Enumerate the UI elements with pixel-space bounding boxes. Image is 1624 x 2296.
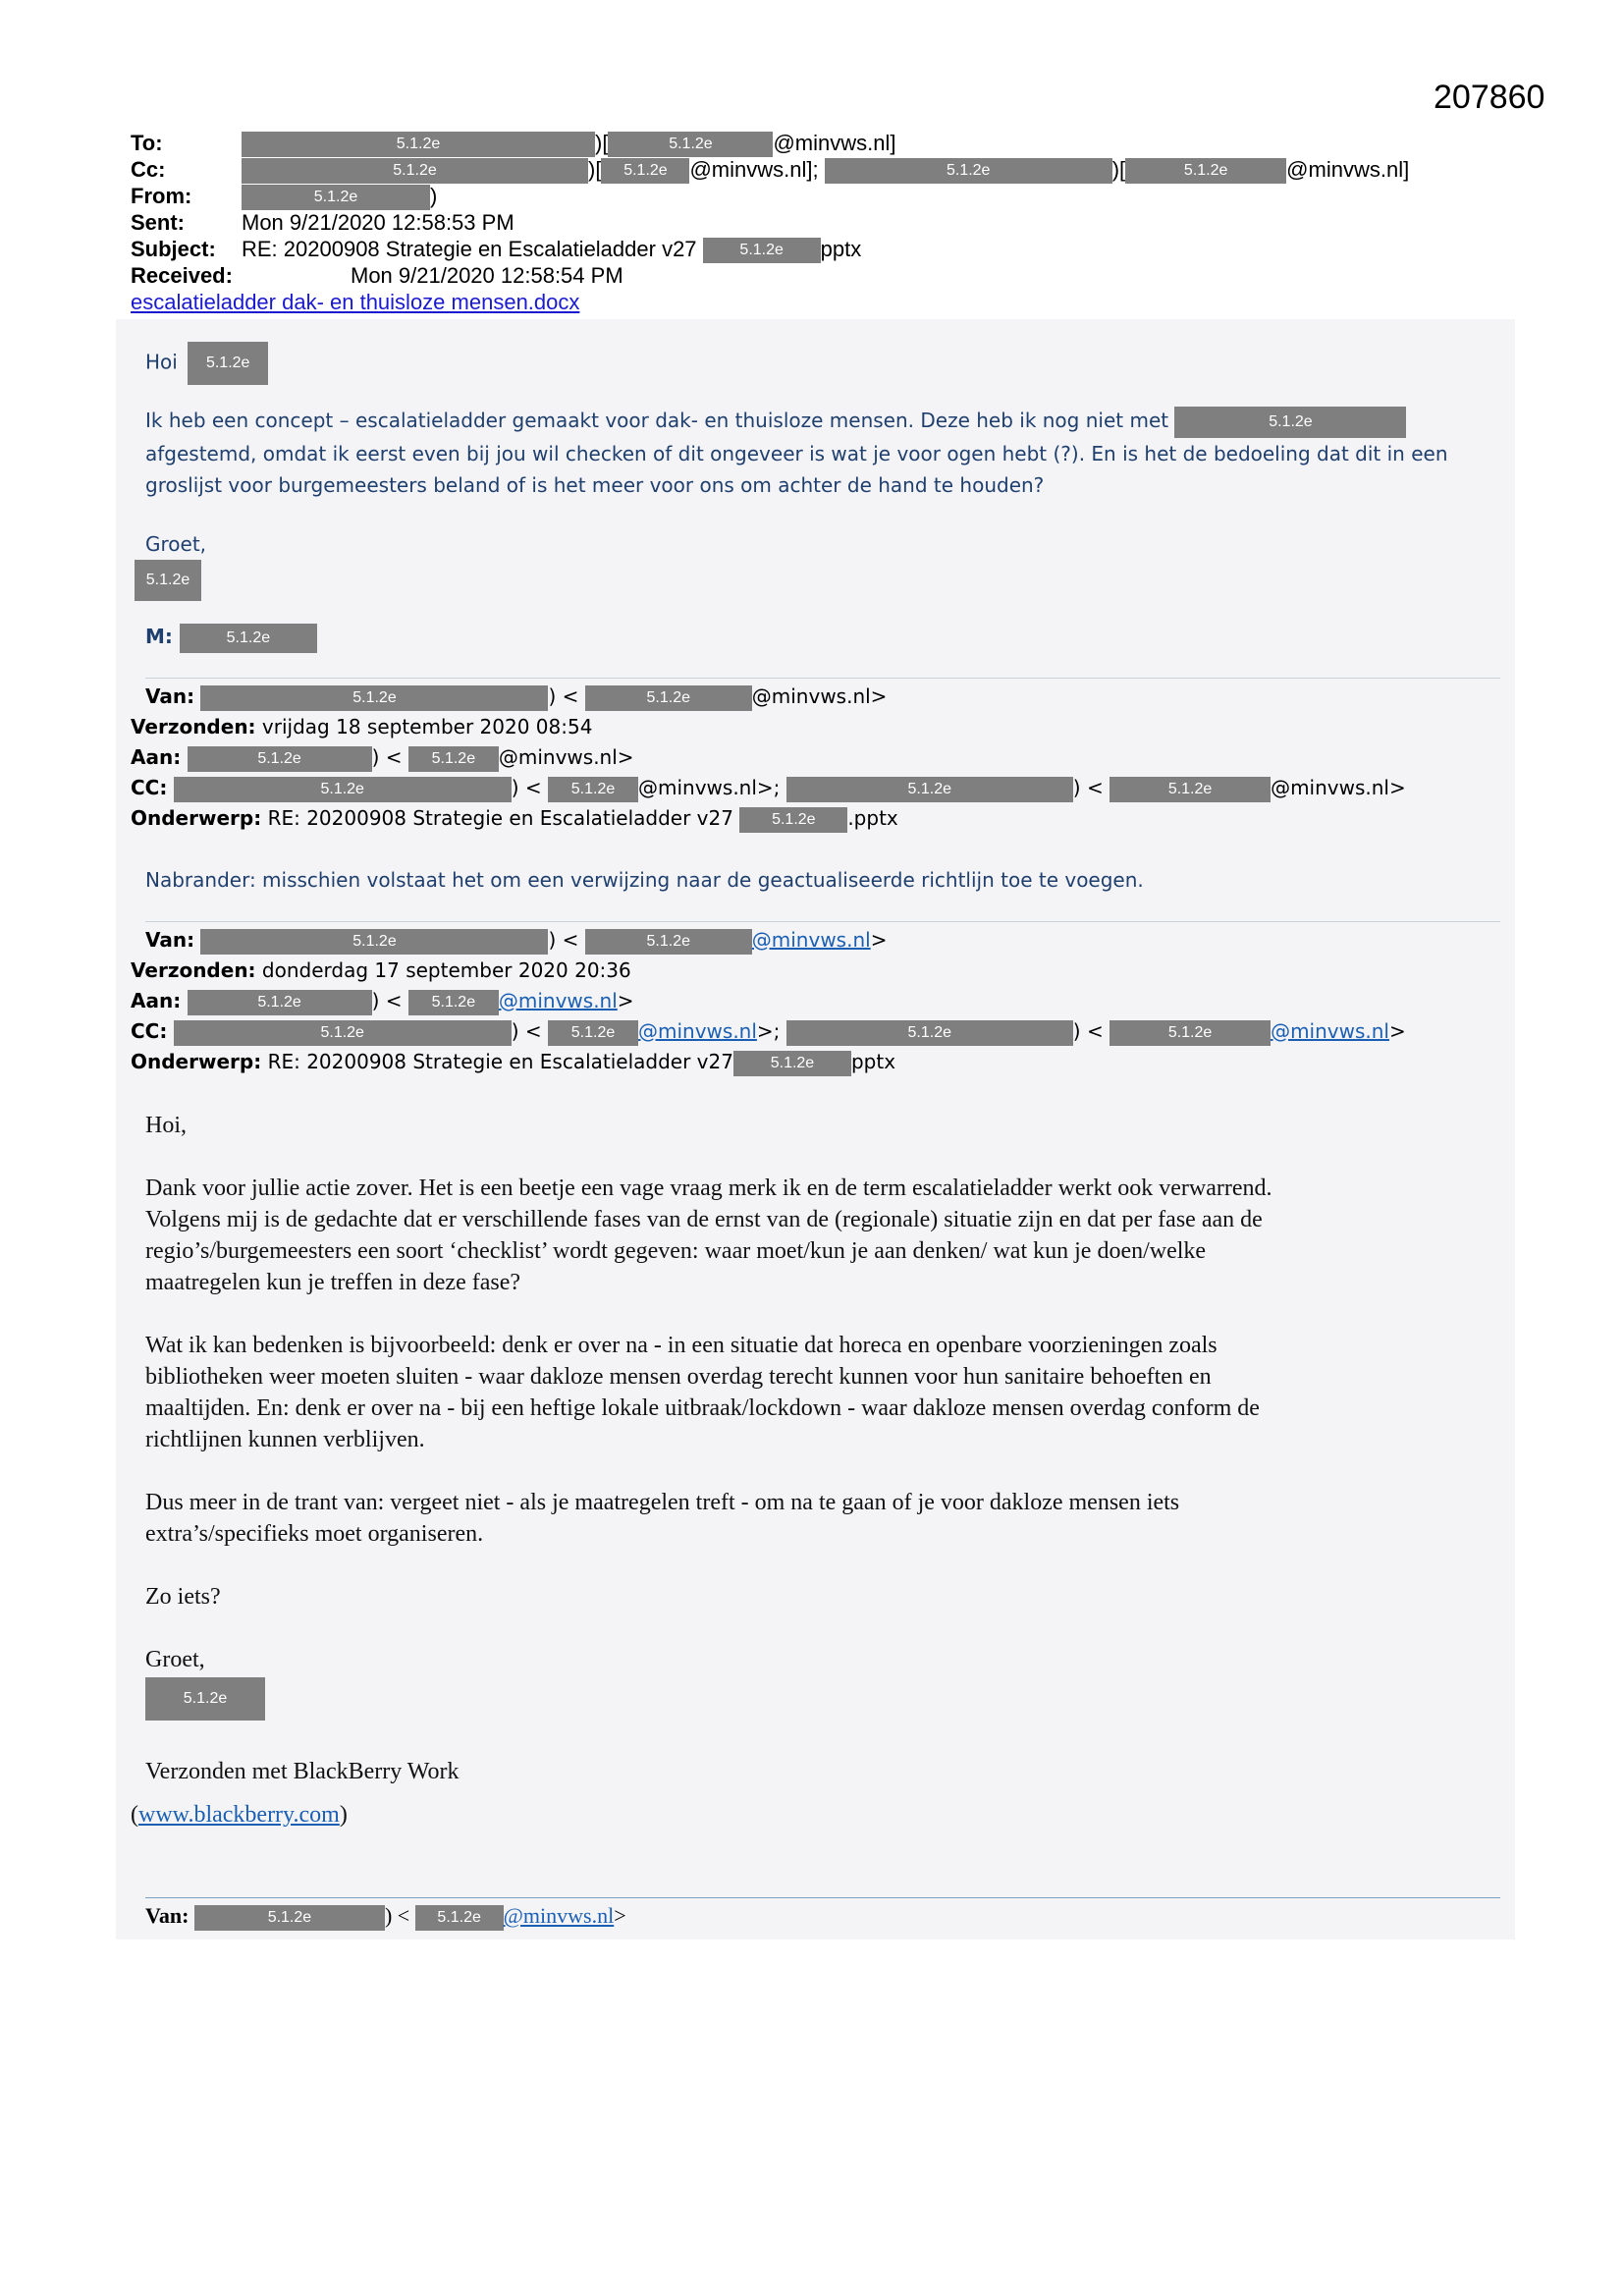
msg3-date: donderdag 17 september 2020 20:36 bbox=[261, 958, 631, 982]
document-id: 207860 bbox=[1434, 79, 1545, 116]
redaction-box: 5.1.2e bbox=[194, 1905, 385, 1931]
redaction-box: 5.1.2e bbox=[200, 929, 548, 955]
redaction-box: 5.1.2e bbox=[608, 132, 773, 157]
redaction-box: 5.1.2e bbox=[1174, 407, 1406, 438]
redaction-box: 5.1.2e bbox=[174, 777, 512, 802]
msg2-body: Nabrander: misschien volstaat het om een verwijzing naar de geactualiseerde richtlijn toe te voegen. bbox=[145, 868, 1144, 892]
redaction-box: 5.1.2e bbox=[585, 685, 752, 711]
redaction-box: 5.1.2e bbox=[733, 1051, 851, 1076]
redaction-box: 5.1.2e bbox=[415, 1905, 504, 1931]
redaction-box: 5.1.2e bbox=[174, 1020, 512, 1046]
received-label: Received: bbox=[131, 263, 233, 288]
msg4-header: Van: 5.1.2e ) < 5.1.2e @minvws.nl> bbox=[145, 1901, 626, 1931]
redaction-box: 5.1.2e bbox=[145, 1677, 265, 1721]
redaction-box: 5.1.2e bbox=[548, 1020, 638, 1046]
redaction-box: 5.1.2e bbox=[1125, 158, 1286, 184]
sent-value: Mon 9/21/2020 12:58:53 PM bbox=[242, 210, 514, 235]
cc-label: Cc: bbox=[131, 157, 166, 182]
msg2-header: Van: 5.1.2e ) < 5.1.2e @minvws.nl> Verzonden: vrijdag 18 september 2020 08:54 Aan: 5.1.2e ) < 5.1.2e @minvws.nl> CC: 5.1.2e ) < 5.1.2e @minvws.nl>; 5.1.2e ) < 5.1.2e @minvws.nl> Onderwerp: RE: 20200908 Strategie en Escalatieladder v27 5.1.2e .pptx bbox=[131, 682, 1406, 834]
redaction-box: 5.1.2e bbox=[601, 158, 689, 184]
m-label: M: bbox=[145, 625, 173, 648]
redaction-box: 5.1.2e bbox=[825, 158, 1112, 184]
separator-line bbox=[145, 921, 1500, 922]
subject-value: RE: 20200908 Strategie en Escalatieladder v27 bbox=[242, 237, 697, 261]
redaction-box: 5.1.2e bbox=[242, 185, 430, 210]
separator-line bbox=[145, 1897, 1500, 1898]
redaction-box: 5.1.2e bbox=[408, 990, 499, 1015]
redaction-box: 5.1.2e bbox=[188, 990, 372, 1015]
redaction-box: 5.1.2e bbox=[585, 929, 752, 955]
received-value: Mon 9/21/2020 12:58:54 PM bbox=[351, 263, 623, 288]
cc-email-suffix: @minvws.nl]; bbox=[689, 157, 819, 182]
msg3-header: Van: 5.1.2e ) < 5.1.2e @minvws.nl> Verzonden: donderdag 17 september 2020 20:36 Aan: 5.1.2e ) < 5.1.2e @minvws.nl> CC: 5.1.2e ) < 5.1.2e @minvws.nl>; 5.1.2e ) < 5.1.2e @minvws.nl> Onderwerp: RE: 20200908 Strategie en Escalatieladder v27 5.1.2e pptx bbox=[131, 925, 1406, 1077]
redaction-box: 5.1.2e bbox=[739, 807, 847, 833]
msg3-greeting: Hoi, bbox=[145, 1113, 187, 1138]
msg3-closing: Groet, bbox=[145, 1647, 205, 1672]
attachment-link[interactable]: escalatieladder dak- en thuisloze mensen.docx bbox=[131, 290, 580, 314]
redaction-box: 5.1.2e bbox=[1110, 1020, 1271, 1046]
redaction-box: 5.1.2e bbox=[135, 560, 201, 601]
signature-line: Verzonden met BlackBerry Work bbox=[145, 1759, 460, 1784]
redaction-box: 5.1.2e bbox=[408, 746, 499, 772]
to-label: To: bbox=[131, 131, 163, 155]
redaction-box: 5.1.2e bbox=[1110, 777, 1271, 802]
to-email-suffix: @minvws.nl] bbox=[773, 131, 896, 155]
msg1-body: Ik heb een concept – escalatieladder gemaakt voor dak- en thuisloze mensen. Deze heb ik nog niet met 5.1.2e afgestemd, omdat ik eerst even bij jou wil checken of dit ongeveer is wat je voor ogen hebt (?). En is het de bedoeling dat dit in een groslijst voor burgemeesters beland of is het meer voor ons om achter de hand te houden? bbox=[145, 405, 1510, 501]
redaction-box: 5.1.2e bbox=[188, 342, 268, 385]
subject-label: Subject: bbox=[131, 237, 216, 261]
redaction-box: 5.1.2e bbox=[786, 777, 1073, 802]
msg3-body: Hoi, Dank voor jullie actie zover. Het is een beetje een vage vraag merk ik en de term escalatieladder werkt ook verwarrend. Volgens mij is de gedachte dat er verschillende fases van de ernst van de (regionale) situatie zijn en dat per fase aan de regio’s/burgemeesters een soort ‘checklist’ wordt gegeven: waar moet/kun je aan denken/ wat kun je doen/welke maatregelen kun je treffen in deze fase? Wat ik kan bedenken is bijvoorbeeld: denk er over na - in een situatie dat horeca en openbare voorzieningen zoals bibliotheken weer moeten sluiten - waar dakloze mensen overdag terecht kunnen voor hun sanitaire behoeften en maaltijden. En: denk er over na - bij een heftige lokale uitbraak/lockdown - waar dakloze mensen overdag conform de richtlijnen kunnen verblijven. Dus meer in de trant van: vergeet niet - als je maatregelen treft - om na te gaan of je voor dakloze mensen iets extra’s/specifieks moet organiseren. Zo iets? Groet, 5.1.2e Verzonden met BlackBerry Work bbox=[145, 1110, 1510, 1787]
signature-link-line: (www.blackberry.com) bbox=[131, 1802, 348, 1828]
msg1-closing: Groet, bbox=[145, 532, 207, 556]
msg2-date: vrijdag 18 september 2020 08:54 bbox=[261, 715, 593, 738]
from-label: From: bbox=[131, 184, 192, 208]
separator-line bbox=[145, 678, 1500, 679]
cc-email-suffix: @minvws.nl] bbox=[1286, 157, 1410, 182]
redaction-box: 5.1.2e bbox=[242, 158, 588, 184]
redaction-box: 5.1.2e bbox=[188, 746, 372, 772]
redaction-box: 5.1.2e bbox=[548, 777, 638, 802]
redaction-box: 5.1.2e bbox=[786, 1020, 1073, 1046]
msg1-greeting-line bbox=[145, 342, 268, 385]
msg1-greeting: Hoi bbox=[145, 350, 178, 374]
redaction-box: 5.1.2e bbox=[242, 132, 595, 157]
redaction-box: 5.1.2e bbox=[703, 238, 821, 263]
redaction-box: 5.1.2e bbox=[200, 685, 548, 711]
msg1-m-line bbox=[145, 621, 317, 653]
redaction-box: 5.1.2e bbox=[180, 624, 317, 653]
sent-label: Sent: bbox=[131, 210, 185, 235]
blackberry-link[interactable]: www.blackberry.com bbox=[138, 1802, 340, 1828]
